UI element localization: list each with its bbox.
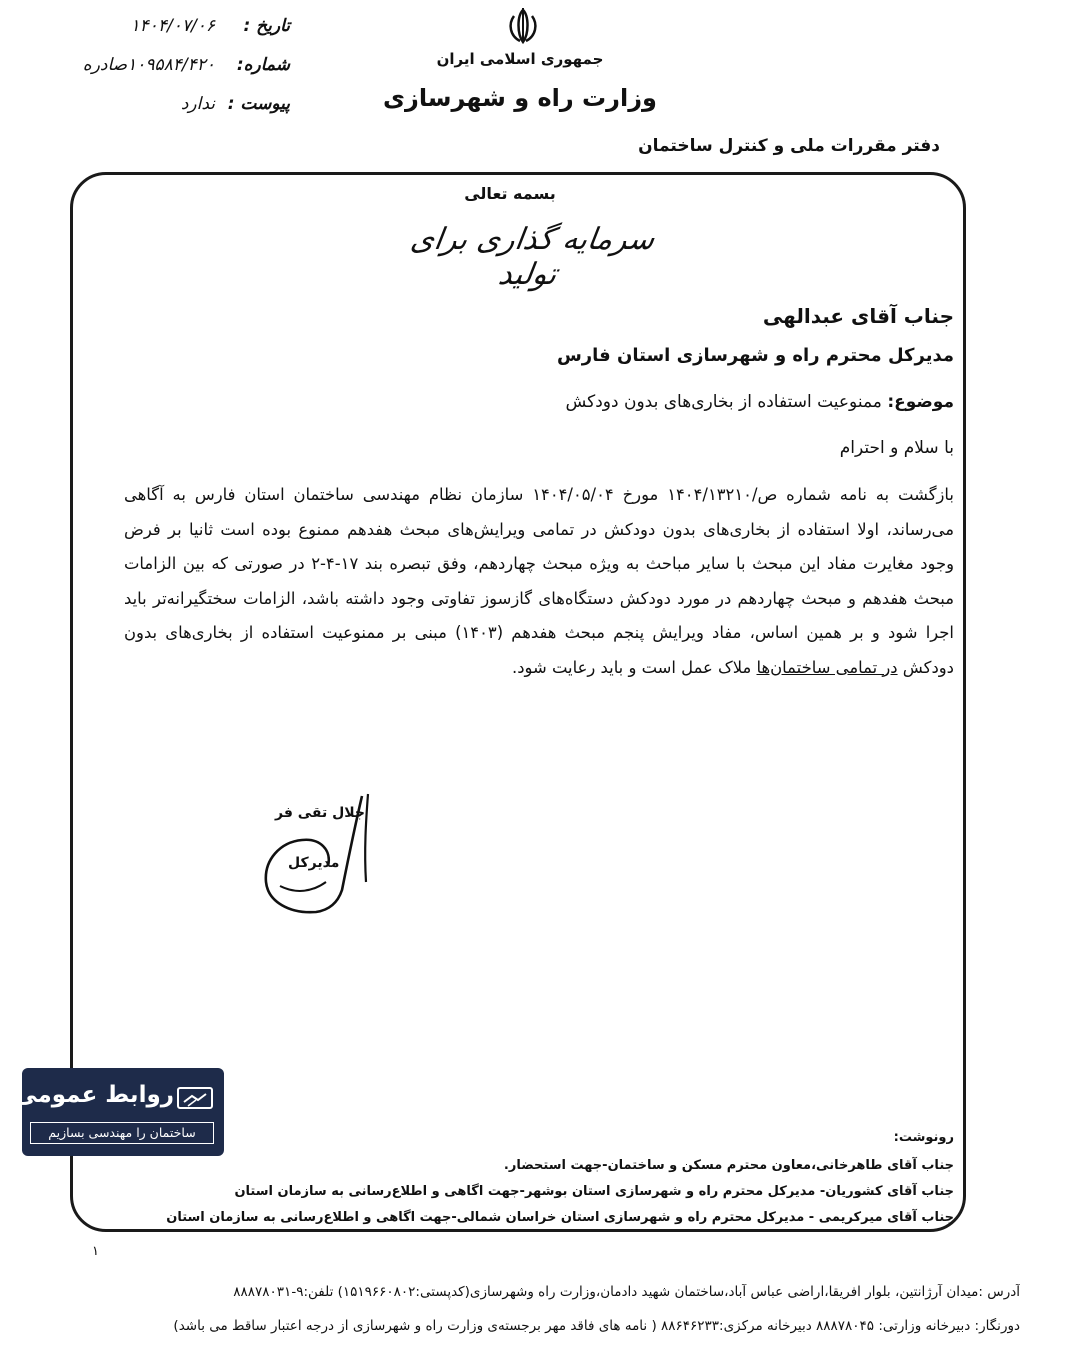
iran-emblem-icon xyxy=(503,6,543,46)
letter-body xyxy=(124,478,954,685)
footer-secretariat: دورنگار: دبیرخانه وزارتی: ۸۸۸۷۸۰۴۵ دبیرخانه مرکزی:۸۸۶۴۶۲۳۳ ( نامه های فاقد مهر برجسته‌ی وزارت راه و شهرسازی از درجه اعتبار ساقط می باشد) xyxy=(173,1318,1020,1334)
cc-heading: رونوشت: xyxy=(893,1130,954,1145)
attachment-row xyxy=(40,94,290,124)
cc-line: جناب آقای طاهرخانی،معاون محترم مسکن و ساختمان-جهت استحضار. xyxy=(503,1158,954,1173)
greeting: با سلام و احترام xyxy=(839,438,954,458)
date-row xyxy=(40,16,290,46)
page-number: ۱ xyxy=(92,1244,99,1259)
signatory-title: مدیرکل xyxy=(288,855,340,871)
body-end: ملاک عمل است و باید رعایت شود. xyxy=(512,657,757,677)
handshake-icon xyxy=(176,1084,216,1114)
subject-label: موضوع: xyxy=(887,392,954,412)
signatory-name: جلال تقی فر xyxy=(275,805,365,821)
attachment-value: ندارد xyxy=(180,94,215,114)
government-name: جمهوری اسلامی ایران xyxy=(436,50,604,68)
body-main: بازگشت به نامه شماره ص/۱۴۰۴/۱۳۲۱۰ مورخ ۱۴۰۴/۰۵/۰۴ سازمان نظام مهندسی ساختمان استان فارس به آگاهی می‌رساند، اولا استفاده از بخاری‌های بدون دودکش در تمامی ویرایش‌های مبحث هفدهم ممنوع بوده است ثانیا بر فرض وجود مغایرت مفاد این مبحث با سایر مباحث به ویژه مبحث چهاردهم، وفق تبصره بند ۱۷-۴-۲ در صورتی که بین الزامات مبحث هفدهم و مبحث چهاردهم در مورد دودکش دستگاه‌های گازسوز تفاوتی وجود داشته باشد، الزامات سختگیرانه‌تر باید اجرا شود و بر همین اساس، مفاد ویرایش پنجم مبحث هفدهم (۱۴۰۳) مبنی بر ممنوعیت استفاده از بخاری‌های بدون دودکش xyxy=(124,485,955,677)
slogan: سرمایه گذاری برای تولید xyxy=(408,222,657,292)
footer-address: آدرس :میدان آرژانتین، بلوار افریقا،اراضی عباس آباد،ساختمان شهید دادمان،وزارت راه وشهرسازی(کدپستی:۱۵۱۹۶۶۰۸۰۲) تلفن:۹-۸۸۸۷۸۰۳۱ xyxy=(233,1284,1020,1300)
number-label: شماره: xyxy=(236,55,290,75)
public-relations-badge xyxy=(14,1068,224,1156)
cc-line: جناب آقای میرکریمی - مدیرکل محترم راه و شهرسازی استان خراسان شمالی-جهت اگاهی و اطلاع‌رسانی به سازمان استان xyxy=(166,1210,954,1225)
date-label: تاریخ : xyxy=(243,16,290,36)
attachment-label: پیوست : xyxy=(227,94,290,114)
date-value: ۱۴۰۴/۰۷/۰۶ xyxy=(130,16,215,36)
number-row xyxy=(40,55,290,85)
ministry-name: وزارت راه و شهرسازی xyxy=(383,84,657,112)
subject-text: ممنوعیت استفاده از بخاری‌های بدون دودکش xyxy=(565,392,882,412)
subject xyxy=(565,392,954,412)
recipient-name: جناب آقای عبدالهی xyxy=(762,304,954,328)
basmala: بسمه تعالی xyxy=(464,184,556,203)
badge-subtitle: ساختمان را مهندسی بسازیم xyxy=(30,1122,214,1144)
number-value: ۱۰۹۵۸۴/۴۲۰صادره xyxy=(82,55,215,75)
badge-title: روابط عمومی xyxy=(14,1082,174,1108)
cc-line: جناب آقای کشوریان- مدیرکل محترم راه و شهرسازی استان بوشهر-جهت اگاهی و اطلاع‌رسانی به سازمان استان xyxy=(234,1184,954,1199)
recipient-title: مدیرکل محترم راه و شهرسازی استان فارس xyxy=(556,345,954,366)
office-name: دفتر مقررات ملی و کنترل ساختمان xyxy=(638,136,940,156)
body-underlined: در تمامی ساختمان‌ها xyxy=(756,657,898,677)
